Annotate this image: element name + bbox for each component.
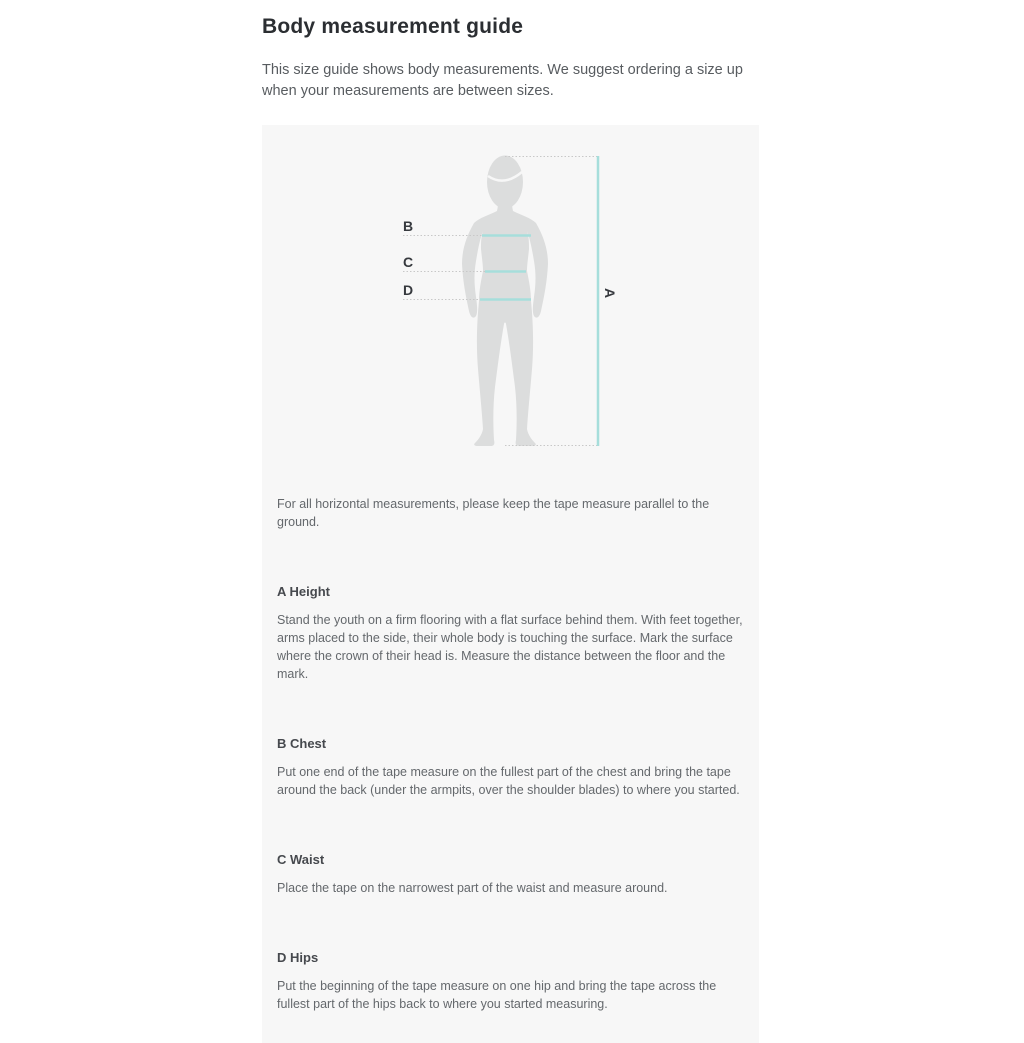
section-body-chest: Put one end of the tape measure on the fullest part of the chest and bring the tape around the back (under the armpits, over the shoulder blades) to where you started. — [277, 765, 740, 797]
section-chest — [277, 735, 744, 799]
label-a: A — [602, 287, 619, 299]
label-c: C — [403, 254, 414, 270]
section-heading-height: A Height — [277, 584, 330, 599]
section-heading-chest: B Chest — [277, 736, 327, 751]
intro-text: This size guide shows body measurements. We suggest ordering a size up when your measurements are between sizes. — [262, 62, 743, 99]
label-d: D — [403, 282, 414, 298]
section-body-waist: Place the tape on the narrowest part of the waist and measure around. — [277, 881, 668, 895]
section-heading-waist: C Waist — [277, 852, 325, 867]
size-guide-page — [262, 0, 759, 1043]
section-body-hips: Put the beginning of the tape measure on one hip and bring the tape across the fullest part of the hips back to where you started measuring. — [277, 979, 717, 1011]
measurement-panel — [262, 125, 759, 1043]
label-b: B — [403, 218, 414, 234]
tape-measure-note: For all horizontal measurements, please keep the tape measure parallel to the ground. — [277, 497, 710, 529]
body-measurement-diagram — [262, 125, 759, 485]
section-hips — [277, 949, 744, 1013]
section-waist — [277, 851, 744, 897]
page-title: Body measurement guide — [262, 15, 524, 38]
section-body-height: Stand the youth on a firm flooring with a flat surface behind them. With feet together, arms placed to the side, their whole body is touching the surface. Mark the surface where the crown of their head is. Measure the distance between the floor and the mark. — [277, 613, 743, 681]
section-height — [277, 583, 744, 683]
section-heading-hips: D Hips — [277, 950, 319, 965]
